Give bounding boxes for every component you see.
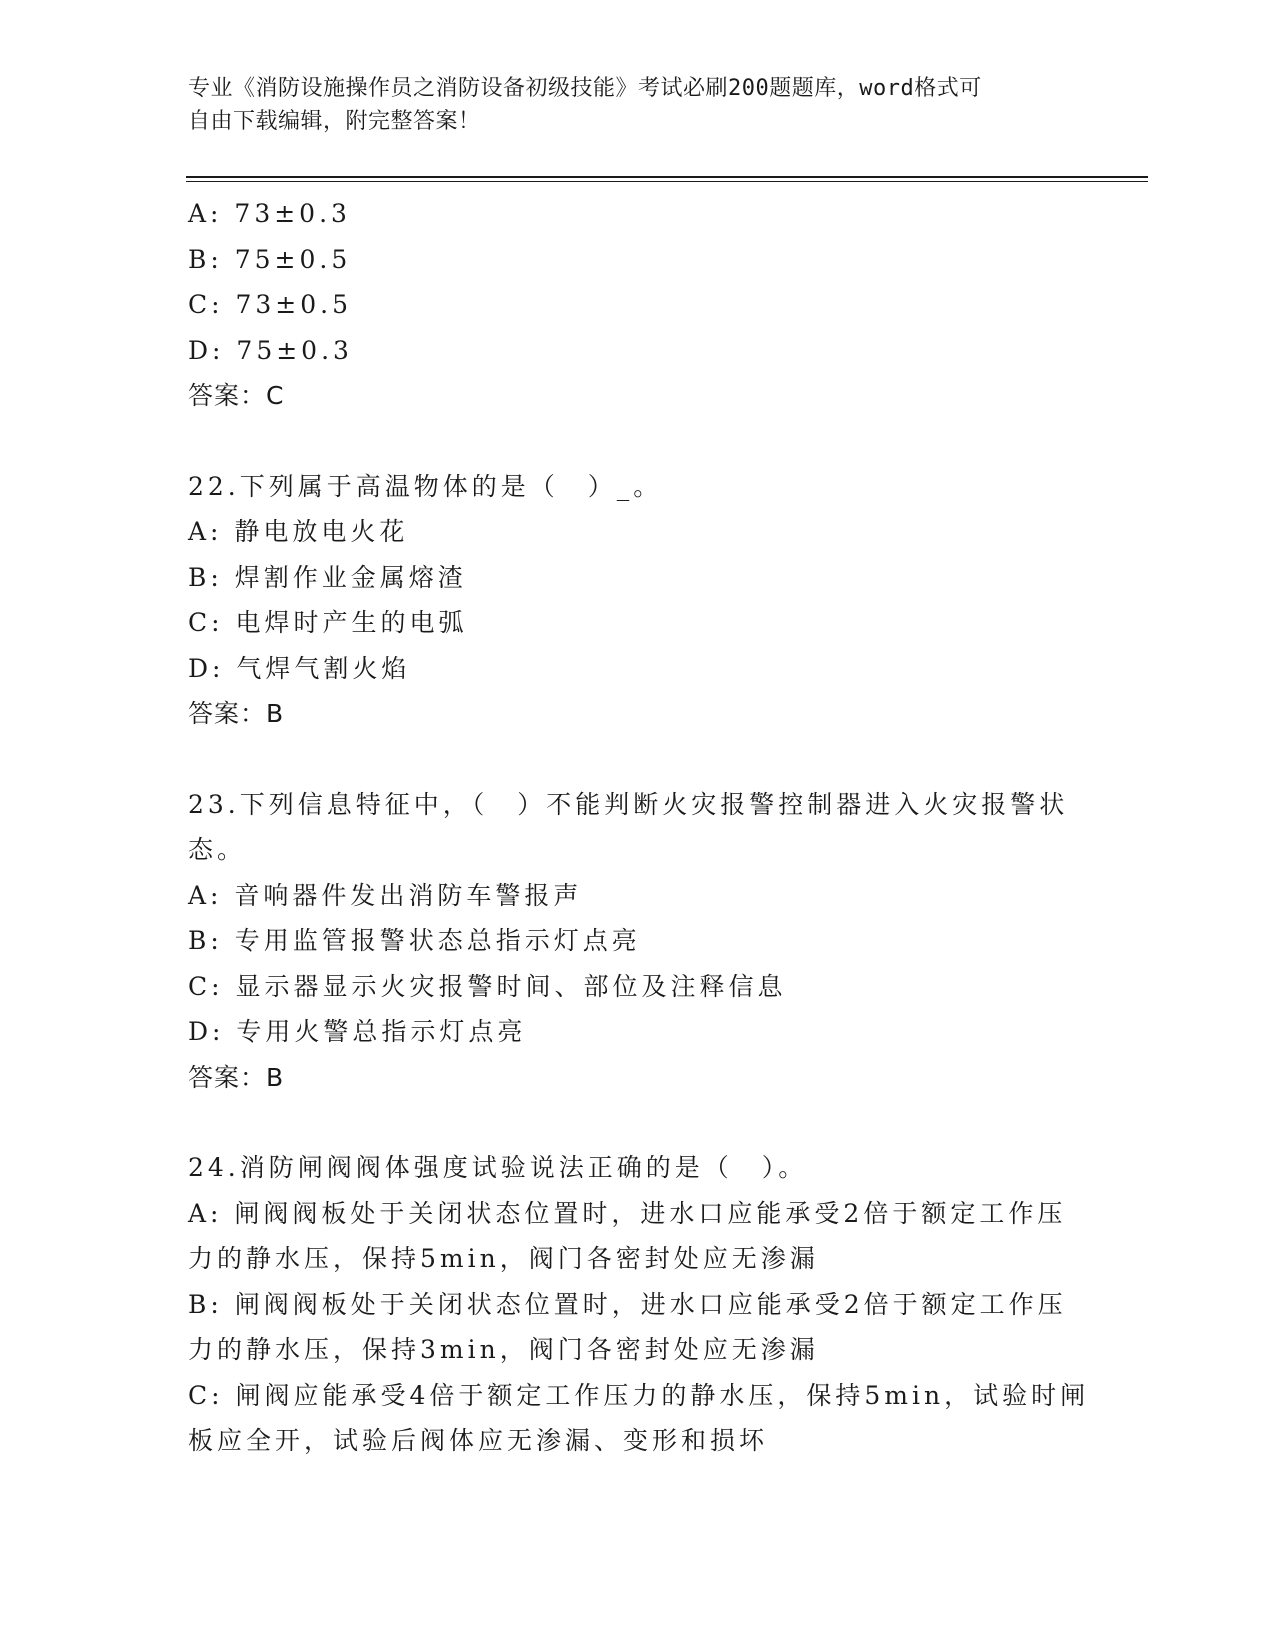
option-b: B: 焊割作业金属熔渣 [188, 562, 467, 592]
question-text-line-1: 23.下列信息特征中，（ ）不能判断火灾报警控制器进入火灾报警状 [188, 789, 1069, 819]
header-divider-thick [186, 176, 1148, 178]
option-d: D: 气焊气割火焰 [188, 653, 411, 683]
option-b: B: 专用监管报警状态总指示灯点亮 [188, 926, 641, 955]
spacer [188, 419, 1088, 464]
option-d: D: 75±0.3 [188, 335, 353, 365]
answer: 答案：B [188, 699, 285, 728]
option-a: A: 静电放电火花 [188, 517, 409, 546]
question-text: 24.消防闸阀阀体强度试验说法正确的是（ ）。 [188, 1153, 808, 1182]
spacer [188, 1100, 1088, 1145]
option-c-line-1: C: 闸阀应能承受4倍于额定工作压力的静水压，保持5min，试验时闸 [188, 1380, 1090, 1410]
header-line-1: 专业《消防设施操作员之消防设备初级技能》考试必刷200题题库，word格式可 [188, 76, 982, 101]
option-c-line-2: 板应全开，试验后阀体应无渗漏、变形和损坏 [188, 1426, 769, 1455]
option-b-line-2: 力的静水压，保持3min，阀门各密封处应无渗漏 [188, 1335, 819, 1364]
question-22 [188, 464, 1088, 737]
header-divider-thin [186, 181, 1148, 182]
document-header [188, 72, 1088, 138]
question-21 [188, 191, 1088, 419]
question-24 [188, 1145, 1088, 1464]
question-23 [188, 782, 1088, 1101]
option-b: B: 75±0.5 [188, 244, 352, 274]
spacer [188, 737, 1088, 782]
question-list [188, 191, 1088, 1464]
question-text: 22.下列属于高温物体的是（ ）_。 [188, 471, 663, 501]
option-a-line-1: A: 闸阀阀板处于关闭状态位置时，进水口应能承受2倍于额定工作压 [188, 1198, 1067, 1228]
option-d: D: 专用火警总指示灯点亮 [188, 1017, 527, 1046]
option-a: A: 音响器件发出消防车警报声 [188, 880, 583, 910]
header-line-2: 自由下载编辑，附完整答案！ [188, 109, 481, 134]
question-text-line-2: 态。 [188, 835, 247, 864]
option-a: A: 73±0.3 [188, 199, 351, 228]
option-a-line-2: 力的静水压，保持5min，阀门各密封处应无渗漏 [188, 1244, 819, 1273]
option-c: C: 电焊时产生的电弧 [188, 608, 468, 637]
option-b-line-1: B: 闸阀阀板处于关闭状态位置时，进水口应能承受2倍于额定工作压 [188, 1289, 1067, 1319]
option-c: C: 73±0.5 [188, 290, 353, 319]
answer: 答案：B [188, 1062, 285, 1092]
answer: 答案：C [188, 381, 285, 410]
option-c: C: 显示器显示火灾报警时间、部位及注释信息 [188, 971, 787, 1001]
